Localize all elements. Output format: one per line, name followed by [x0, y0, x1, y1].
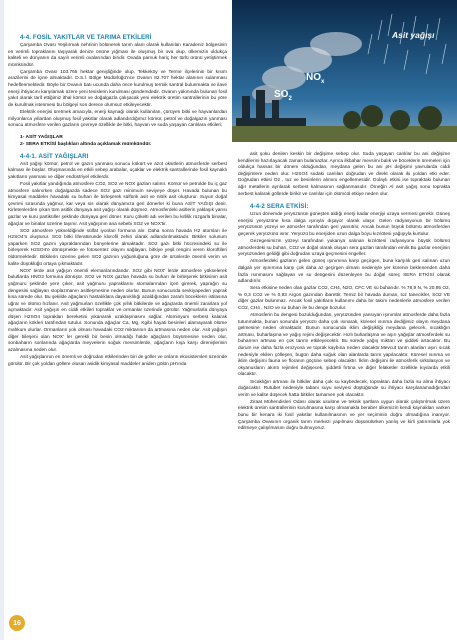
- nox-label: $NO_x$: [306, 72, 325, 85]
- acid-rain-label: Asit yağışı: [392, 30, 435, 40]
- paragraph: Asit yağışı kömür, petrol ve gazın yanması sonucu kükürt ve azot oksitlerin atmosferde serbest kalması ile başlar. Oluşmasında en etkili sebep arabalar, uçaklar ve elektrik santrallerinde fosil kaynaklı yakıtların yanması ve diğer endüstriyel etkilerdir.: [8, 161, 227, 180]
- paragraph: SO2 atmosfere yükseldiğinde sülfat iyonları formuna alır. Daha sonra havada H2 atomları ile H2SO4'ü oluşturur. SO2 bitki liferatürunde klorofil zehiri olarak adlandırılmaktadır. Bitkiler solunum yaparken SO2 gazını yapraklarından bünyelerine almaktadır. SO2 gazı bitki hücresindeki su ile birleşerek H2SO4'e dönüşmekte ve fotosentez olayını sağlayan, bitkiye yeşil rengini veren kloroftileri öldürmektedir. Bitkilerin üzerine gelen SO2 gazının yoğunluğuna göre de ürünlerde önemli verim ve kalite düşüklüğü ortaya çıkmaktadır.: [8, 228, 227, 267]
- left-column: [8, 0, 227, 368]
- paragraph: Ziraat Mühendisleri Odası olarak usulüne ve teknik şartlara uygun olarak çalıştırılmak üzere elektrik üretim santrallerinin kurulmasına karşı olmamakla beraber ülkemizin kendi kaynakları varken bunu bir kenara iki fosil yakıtlar kullanılmasının ve yer seçiminin doğru olmadığına inanıyor. Çarşamba Ovasının organik tarım merkezi yapılması düşünülürken yanlış ve kirli yatırımlarla yok edilmeye çalışılmasını doğru bulmuyoruz.: [238, 399, 450, 432]
- paragraph: Asit yağışlarının en önemli ve doğrudan etkilerinden biri de göller ve onların ekosistemleri üzerinde görülür. Bir çok yoldan göllere olusan asidik kimyasal maddeler aniden gölün pH'ında: [8, 354, 228, 367]
- section-heading-greenhouse: 4-4-2 SERA ETKİSİ:: [250, 203, 309, 211]
- right-column: [238, 152, 450, 433]
- acid-rain-image: [232, 0, 457, 142]
- paragraph: asit şoku denilen keskin bir değişime sebep olur. Suda yaşayan canlılar bu ani değişime kendilerini hazırlayacak zaman bulamazlar. Ayrıca ilkbahar mevsimi balık ve böceklerin üremeleri için oldukça hassas bir dönem olduğundan, meydana gelen bu ani pH değişimi yavrularda ciddi değişimlere neden olur. H2SO4 sudaki canlıları doğrudan ve direkt olarak iki yoldan etki eder. Doğrudan etkisi O2 , tuz ve besinlerin alımını engellemesidir. Dolaylı etkisi ise topraktaki bulunan ağır metallerin ayrılarak serbest kalmasının sağlanmasıdır. Örneğin Al asit yağış sonu toprakta serbest kalarak göllerde birikir ve canlılar için ölümcül etkiye neden olur.: [238, 152, 450, 197]
- paragraph: Elektrik enerjisi üretmek amacıyla, enerji kaynağı olarak kullanılan, çürüyen bitki ve hayvanlardan milyonlarca yıllardan oluşmuş fosil yakıtlar olarak adlandırdığımız kömür, petrol ve doğalgazın yanması sonucu atmosfere verilen gazların çevreye özellikle de bitki, hayvan ve suda yaşayan canlılara etkileri;: [8, 109, 227, 129]
- page-edge-band: [0, 0, 4, 640]
- paragraph: Çarşamba Ovası 103.765 hektar genişliğinde olup, Tekkeköy ve Terme ilçelerinin bir kısım arazilerini de içine almaktadır. D.S.İ. Bölge Müdürlüğü'nce Ovanın 82.707 hektar alanının sulanması hedeflenmektedir. Böyle bir Ovanın batı ucunda daha önce kurulmuş termik santral bulunmakta ve ilave enerji ihtiyacını karşılamak üzere yeni tesislerin kurulması gündemdedir. Ovanın yakınında bulunan fosil yakıt olarak tarif ettiğimiz ithal kömür ve doğalgazla çalışacak yeni elektrik üretim santrallerinin bu yöre de kurulmak istenmesi bu bölgeyi son derece olumsuz etkileyecektir.: [8, 69, 227, 108]
- ground: [232, 126, 457, 142]
- acid-rain-illustration: [232, 0, 457, 142]
- section-heading-acid-rain: 4-4-1. ASİT YAĞIŞLARI: [20, 152, 89, 160]
- list-item-greenhouse: 2- SERA ETKİSİ başlıkları altında açıklamak mümkündür.: [20, 141, 152, 147]
- section-heading-fossil-fuels: 4-4. FOSİL YAKITLAR VE TARIMA ETKİLERİ: [20, 34, 152, 41]
- paragraph: Sıcaklığın artması ile bitkiler daha çok su kaybedecek, topraktan daha fazla su alma ihtiyacı doğacaktır. Rutubet nedeniyle tabanı suyu seviyesi düştüğünde su ihtiyacı karşılanamadığından verim ve kalite düşecek hatta bitkiler tamamen yok olacaktır.: [238, 379, 450, 398]
- paragraph: Fosil yakıtlar yandığında atmosfere CO2, SO2 ve NOX gazları salınır. Kömür ve petrolde bu iç gaz atmosfere salınırken doğalgazda sadece SO2 gazı minimum seviyeye düşer. Havada bulunan bu kimyasal maddeler havadaki su buharı ile birleşerek sülfürik asit ve nitrik asit oluşturur. Suyun doğal çevrimi sırasında yağmur, kar veya sis olarak dünyamıza geri dönerler ki buna ASİT YAĞIŞI denir. Kirletenlerden çıkan tüm asitlik dünyaya asit yağışı olarak düşmez. Atmosferdeki asitlerin yaklaşık yarısı gazlar ve kuru partiküller şeklinde dünyaya geri döner. Kuru çökelti adı verilen bu kirlilik rüzgarla binalar, ağaçlar ve binalar üzerine taşınır. Asit yağışının ana sebebi SO2 ve NOX'tir.: [8, 182, 227, 227]
- paragraph: Sera etkisine neden olan gazlar CO2, CH4, N2O, CFC VE su buharıdır. % 78,9 N, % 20,95 O2, % 0,3 CO2 ve % 0,93 Argon gazından ibarettir. Temiz bir havada duman, toz tanecikler, SO2 VE diğer gazlar bulunmaz. Ancak fosil yakıtların kullanımı daha bir takım nedenlerle atmosfere verilen CO2, CH4 , N2O ve su buharı ile bu denge bozulur.: [238, 286, 450, 311]
- paragraph: Atmosferdeki gazların gelen güneş ışınımına karşı geçirgen, buna karşılık geri salınan uzun dalgalı yer ışınımına karşı çok daha az geçirgen olması nedeniyle yer kürenin beklenenden daha fazla ısınmasını sağlayan ve su dengesini düzenleyen bu doğal süreç SERA ETKİSİ olarak adlandırılır.: [238, 259, 450, 285]
- paragraph: Atmosferin bu dengesi bozulduğundan, yeryüzünden yansıyan ışınımlar atmosferde daha fazla tutunmakta, bunun sonunda yeryüzü daha çok ısınarak, küresel ısınma dediğimiz olayın meydana gelmesine neden olmaktadır. Bunun sonucunda iklim değişikliği meydana gelecek, sıcaklığın artması, buharlaşma ve yağış rejimi değişecektir. Hızlı buharlaşma ve aşırı yağışlar atmosferdeki su buharının artması en çok tarımı etkileyecektir. Bu sürede yağış miktarı ve şiddeti artacaktır. Bu durum ise daha fazla erozyona ve toprak kaybına neden olacaktır.Mevcut tarım alanları aşırı sıcak nedeniyle ekilen çölleşen, bugün daha soğuk olan alanlarda tarım yapılacaktır. Küresel ısınma ve iklim değişimi fauna ve floranın göçüne sebep olacaktır. İklim değişimi ile atmosferik sirkülasyon ve okyanusların akıntı rejimleri değişecek, şiddetli fırtına ve diğer felaketler özellikle kıyılarda etkili olacaktır.: [238, 313, 450, 378]
- paragraph: Gezegenimizin yüzeyi tarafından yukarıya salınan kızılötesi radyasyonu büyük bölümü atmosferdeki su buharı, CO2 ve doğal olarak oluşan sera gazları tarafından emilir.Bu gazlar enerjinin yeryüzünden geldiği gibi doğrudan uzaya geçmesini engeller.: [238, 239, 450, 258]
- so2-label: $SO_2$: [274, 89, 292, 102]
- paragraph: Uzun dönemde yeryüzünün güneşten aldığı enerji kadar enerjiyi uzaya vermesi gerekir. Güneş enerjisi yeryüzüne kısa dalga ışınıyla dışayor olarak ulaşır. Gelen radyasyonun bir bölümü yeryüzünün yüzeyi ve atmosfer tarafından geri yansıtılır. Ancak bunun büyük bölümü atmosferden geçerek yeryüzünü ısıtır. Yeryüzü bu enerjiden uzun dalga boyu kızılötesi yağışıyla kurtulur.: [238, 212, 450, 237]
- paragraph: NOX' lerde asit yağışın önemli elemanlarındandır. SO2 gibi NOX' lerde atmosfere yükselerek bulutlarda HNO3 formuna dönüşür. SO2 ve NOX gazları havada su buharı ile birleşerek bitkisinin asit yağmuru şeklinde yere çıker, asit yağmuru yapraklarını stomalarından içeri girerek, yaprağın su dengesini sağlayan stoplazmanın asitleşmesine neden olurlar. Bunun sonucunda sevkiyapeden yaprak kısa sürede olur. Bu şekilde ağaçların hastalıklara dayanıklılığı azaldığından zararlı böceklerin istilasına uğrar ve ölümü hızlanır. Asit yağmurları özellikle çok yıllık bitkilerde ve ağaçlarda önemli zararlara yol açmaktadır. Asit yağışın en ciddi etkileri topraklar ve ormanlar üzerinde görülür. Yağmurlarla dünyaya düşen H2SO4 toprakları bereketini yıkanarak uzaklaşmasını sağlar. Alüminyum serbest kalarak ağaçların kökleri tarafından tutulur. Sonunda ağaçlar Ca, Mg, Kgibi hayati besinleri alamayarak ölüme mahkum olurlar. Ormanların yok olması havadaki CO2 miktarının da artmasına neden olur. Asit yağışın diğer bileşeni olan NOX' ler gerekli bir besin olmadığı halde ağaçların büyümesine neden olur, sonbaharın sonlarında ağaçlarda meyvelerin soğuk mevsimlerde, ağaçların kışa karşı direnişlerinin azalmasına neden olur.: [8, 268, 227, 353]
- page-number-badge: 16: [9, 615, 25, 631]
- paragraph: Çarşamba Ovası Yeşilırmak nehrinin bölünerek tarım alanı olarak kullanılan Karadeniz bölgesinin en verimli topraklarını taşıyarak denize önüne yığması ile oluşmuş bir ova olup, ülkemizin oldukça kaliteli ve dünyanın da sayılı verimli ovalarından biridir. Ovada pamuk hariç her türlü ürünü yetiştirmek mümkündür.: [8, 43, 227, 68]
- list-item-acid-rain: 1- ASİT YAĞIŞLAR: [20, 134, 63, 140]
